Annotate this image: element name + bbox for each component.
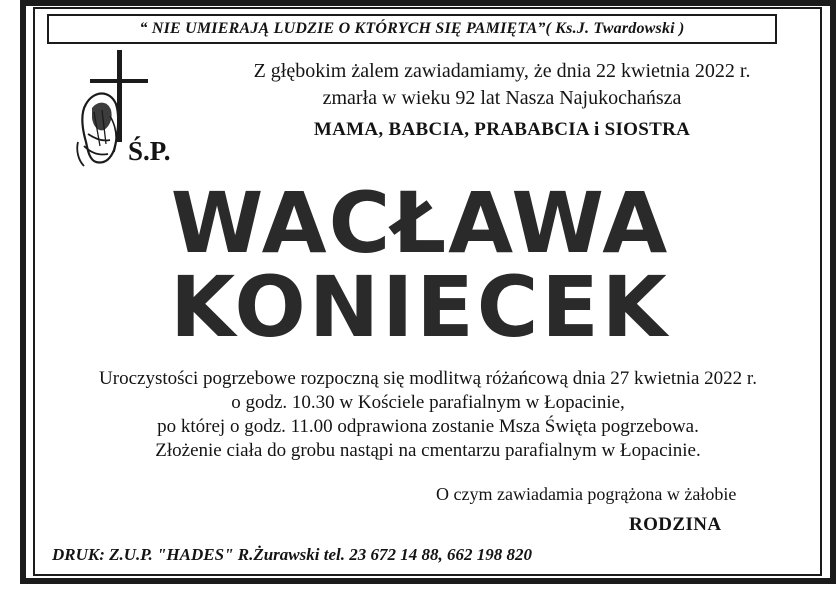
quote-text: “ NIE UMIERAJĄ LUDZIE O KTÓRYCH SIĘ PAMIĘTA”( Ks.J. Twardowski ) [139, 20, 685, 37]
mourning-notice: O czym zawiadamia pogrążona w żałobie [436, 484, 737, 504]
ceremony-line-4: Złożenie ciała do grobu nastąpi na cmentarzu parafialnym w Łopacinie. [155, 440, 701, 461]
ceremony-line-2: o godz. 10.30 w Kościele parafialnym w Łopacinie, [231, 392, 625, 413]
announcement [192, 58, 812, 143]
ceremony-details [40, 367, 816, 463]
family-signature: RODZINA [629, 514, 722, 535]
announcement-line-2: zmarła w wieku 92 lat Nasza Najukochańsza [322, 87, 682, 109]
announcement-line-1: Z głębokim żalem zawiadamiamy, że dnia 22 kwietnia 2022 r. [253, 60, 751, 82]
ceremony-line-3: po której o godz. 11.00 odprawiona zostanie Msza Święta pogrzebowa. [157, 416, 699, 437]
family-roles: MAMA, BABCIA, PRABABCIA i SIOSTRA [313, 119, 691, 140]
first-name: WACŁAWA [170, 174, 670, 272]
sp-label: Ś.P. [128, 136, 171, 166]
last-name: KONIECEK [170, 258, 670, 356]
quote-box [47, 14, 777, 44]
ceremony-line-1: Uroczystości pogrzebowe rozpoczną się modlitwą różańcową dnia 27 kwietnia 2022 r. [99, 368, 757, 389]
printer-footer: DRUK: Z.U.P. "HADES" R.Żurawski tel. 23 672 14 88, 662 198 820 [52, 545, 532, 564]
